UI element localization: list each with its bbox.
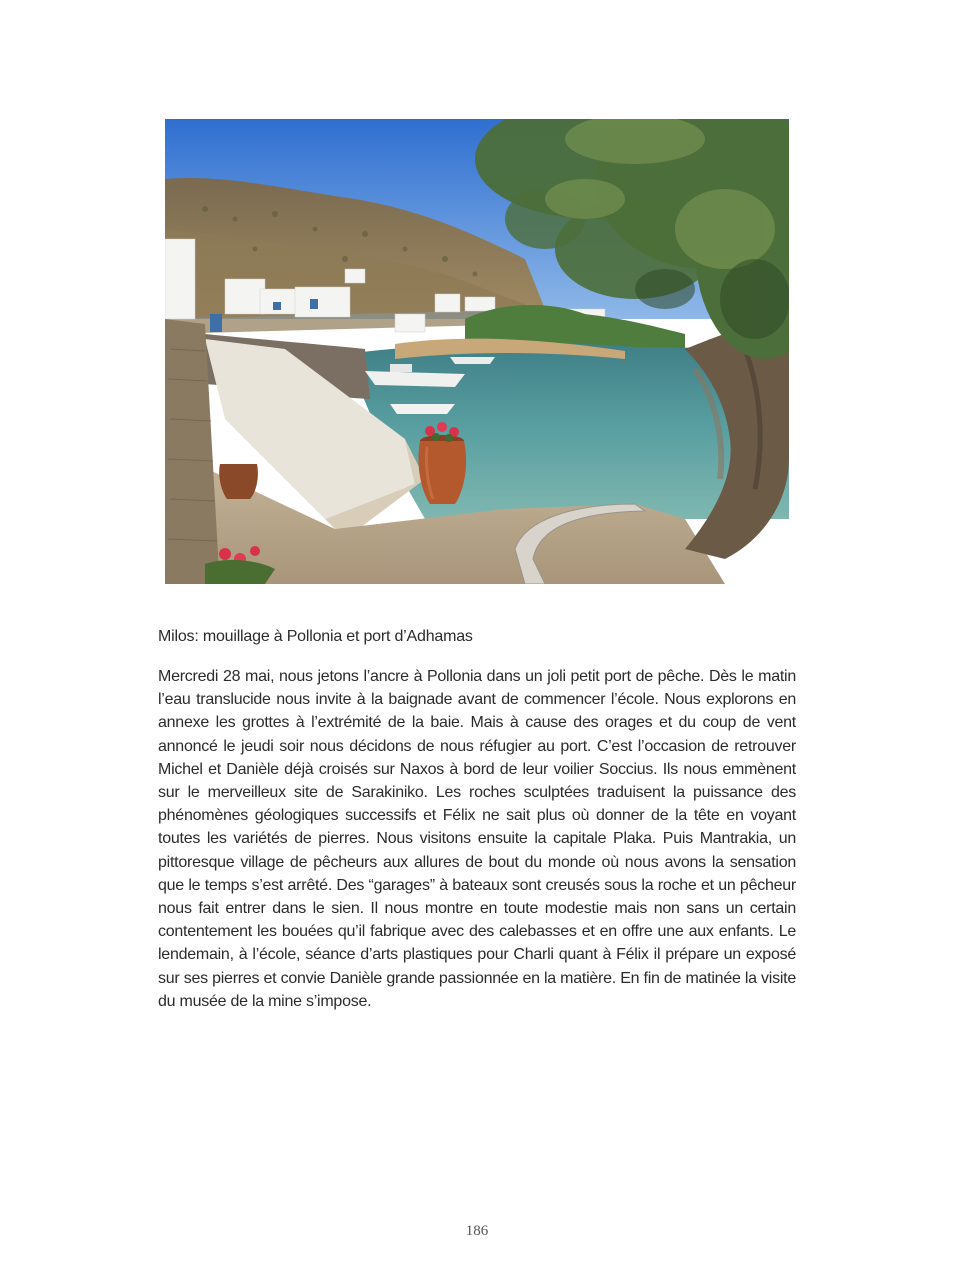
body-paragraph: Mercredi 28 mai, nous jetons l’ancre à Pollonia dans un joli petit port de pêche. Dès le matin l’eau translucide nous invite à la baignade avant de commencer l’école. Nous explorons en annexe les grottes à l’extrémité de la baie. Mais à cause des orages et du coup de vent annoncé le jeudi soir nous décidons de nous réfugier au port. C’est l’occasion de retrouver Michel et Danièle déjà croisés sur Naxos à bord de leur voilier Soccius. Ils nous emmènent sur le merveilleux site de Sarakiniko. Les roches sculptées traduisent la puissance des phénomènes géologiques successifs et Félix ne sait plus où donner de la tête en voyant toutes les variétés de pierres. Nous visitons ensuite la capitale Plaka. Puis Mantrakia, un pittoresque village de pêcheurs aux allures de bout du monde où nous avons la sensation que le temps s’est arrêté. Des “garages” à bateaux sont creusés sous la roche et un pêcheur nous fait entrer dans le sien. Il nous montre en toute modestie mais non sans un certain contentement les bouées qu’il fabrique avec des calebasses et en offre une aux enfants. Le lendemain, à l’école, séance d’arts plastiques pour Charli quant à Félix il prépare un exposé sur ses pierres et convie Danièle grande passionnée en la matière. En fin de matinée la visite du musée de la mine s’impose. [158, 668, 796, 1010]
harbor-photo [165, 119, 789, 584]
page-number: 186 [465, 1223, 489, 1239]
harbor-photo-illustration [165, 119, 789, 584]
photo-caption: Milos: mouillage à Pollonia et port d’Adhamas [158, 628, 473, 645]
